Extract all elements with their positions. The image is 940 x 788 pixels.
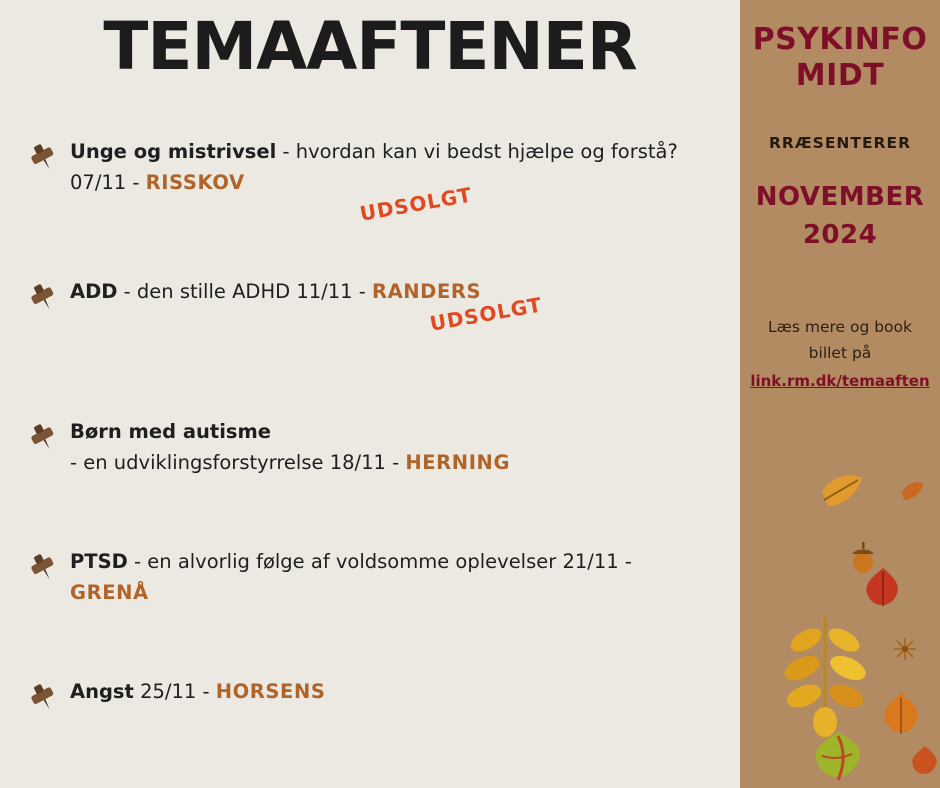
- event-description: [70, 546, 710, 608]
- year-label: 2024: [802, 220, 878, 250]
- event-list: [0, 136, 740, 766]
- event-description: [70, 416, 710, 478]
- month-label: NOVEMBER: [755, 182, 925, 212]
- list-item[interactable]: [0, 136, 740, 276]
- leaf-icon: [818, 470, 866, 516]
- brand-line-2: MIDT: [795, 58, 885, 93]
- booking-link[interactable]: link.rm.dk/temaaften: [750, 372, 930, 390]
- event-description: [70, 136, 710, 198]
- leaf-icon: [900, 478, 926, 508]
- leaf-icon: [770, 610, 880, 744]
- event-description: [70, 676, 710, 707]
- list-item[interactable]: [0, 276, 740, 416]
- pushpin-icon: [28, 552, 58, 582]
- pushpin-icon: [28, 282, 58, 312]
- pushpin-icon: [28, 422, 58, 452]
- event-title: ADD: [70, 280, 118, 303]
- event-location: RANDERS: [371, 280, 482, 303]
- date-block: [740, 178, 940, 254]
- presents-label: RRÆSENTERER: [768, 134, 912, 152]
- leaf-icon: [808, 730, 868, 788]
- event-title: PTSD: [70, 550, 128, 573]
- acorn-icon: [848, 540, 878, 578]
- status-badge: UDSOLGT: [427, 292, 545, 336]
- seed-pod-icon: [892, 636, 918, 666]
- event-detail: - hvordan kan vi bedst hjælpe og forstå? 07/11 -: [70, 140, 678, 194]
- status-badge: UDSOLGT: [357, 182, 475, 226]
- event-location: HERNING: [405, 451, 511, 474]
- list-item[interactable]: [0, 546, 740, 676]
- list-item[interactable]: [0, 416, 740, 546]
- event-detail: 25/11 -: [133, 680, 216, 703]
- leaf-icon: [862, 566, 904, 614]
- event-location: GRENÅ: [70, 581, 149, 604]
- page-title: TEMAAFTENER: [103, 8, 637, 85]
- event-description: [70, 276, 710, 307]
- booking-info: [740, 314, 940, 394]
- brand-line-1: PSYKINFO: [752, 22, 928, 57]
- leaf-icon: [908, 744, 940, 782]
- event-title: Unge og mistrivsel: [70, 140, 277, 163]
- list-item[interactable]: [0, 676, 740, 766]
- booking-line-2: billet på: [808, 344, 872, 362]
- brand-name: [740, 22, 940, 94]
- event-title: Angst: [70, 680, 134, 703]
- event-location: HORSENS: [215, 680, 326, 703]
- event-detail: - en alvorlig følge af voldsomme oplevelser 21/11 -: [127, 550, 632, 573]
- pushpin-icon: [28, 682, 58, 712]
- event-location: RISSKOV: [145, 171, 245, 194]
- event-detail: - en udviklingsforstyrrelse 18/11 -: [70, 451, 406, 474]
- event-detail: - den stille ADHD 11/11 -: [117, 280, 372, 303]
- event-title: Børn med autisme: [70, 420, 272, 443]
- pushpin-icon: [28, 142, 58, 172]
- leaf-icon: [876, 690, 926, 744]
- poster-sidebar: [740, 0, 940, 788]
- booking-line-1: Læs mere og book: [767, 318, 913, 336]
